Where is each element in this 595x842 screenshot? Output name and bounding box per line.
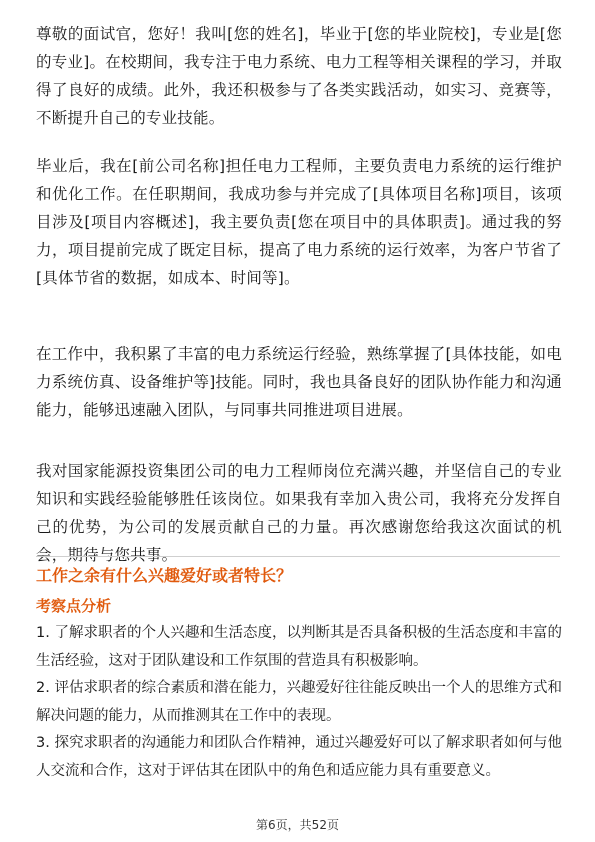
analysis-subheading: 考察点分析 [36,597,112,615]
section-divider [36,556,560,557]
skills-paragraph: 在工作中，我积累了丰富的电力系统运行经验，熟练掌握了[具体技能，如电力系统仿真、设备维护等]技能。同时，我也具备良好的团队协作能力和沟通能力，能够迅速融入团队，与同事共同推进项目进展。 [36,345,562,419]
work-experience-paragraph: 毕业后，我在[前公司名称]担任电力工程师，主要负责电力系统的运行维护和优化工作。在任职期间，我成功参与并完成了[具体项目名称]项目，该项目涉及[项目内容概述]，我主要负责[您在项目中的具体职责]。通过我的努力，项目提前完成了既定目标，提高了电力系统的运行效率，为客户节省了[具体节省的数据，如成本、时间等]。 [36,157,562,287]
analysis-point: 2. 评估求职者的综合素质和潜在能力，兴趣爱好往往能反映出一个人的思维方式和解决问题的能力，从而推测其在工作中的表现。 [36,680,562,724]
intro-paragraph: 尊敬的面试官，您好！我叫[您的姓名]，毕业于[您的毕业院校]，专业是[您的专业]。在校期间，我专注于电力系统、电力工程等相关课程的学习，并取得了良好的成绩。此外，我还积极参与了各类实践活动，如实习、竞赛等，不断提升自己的专业技能。 [36,25,562,127]
analysis-point-list [36,620,562,785]
closing-paragraph: 我对国家能源投资集团公司的电力工程师岗位充满兴趣，并坚信自己的专业知识和实践经验能够胜任该岗位。如果我有幸加入贵公司，我将充分发挥自己的优势，为公司的发展贡献自己的力量。再次感谢您给我这次面试的机会，期待与您共事。 [36,462,562,564]
question-heading: 工作之余有什么兴趣爱好或者特长？ [36,566,293,585]
page-number: 第6页，共52页 [256,818,339,832]
analysis-point: 3. 探究求职者的沟通能力和团队合作精神，通过兴趣爱好可以了解求职者如何与他人交流和合作，这对于评估其在团队中的角色和适应能力具有重要意义。 [36,735,562,779]
analysis-point: 1. 了解求职者的个人兴趣和生活态度，以判断其是否具备积极的生活态度和丰富的生活经验，这对于团队建设和工作氛围的营造具有积极影响。 [36,625,562,669]
